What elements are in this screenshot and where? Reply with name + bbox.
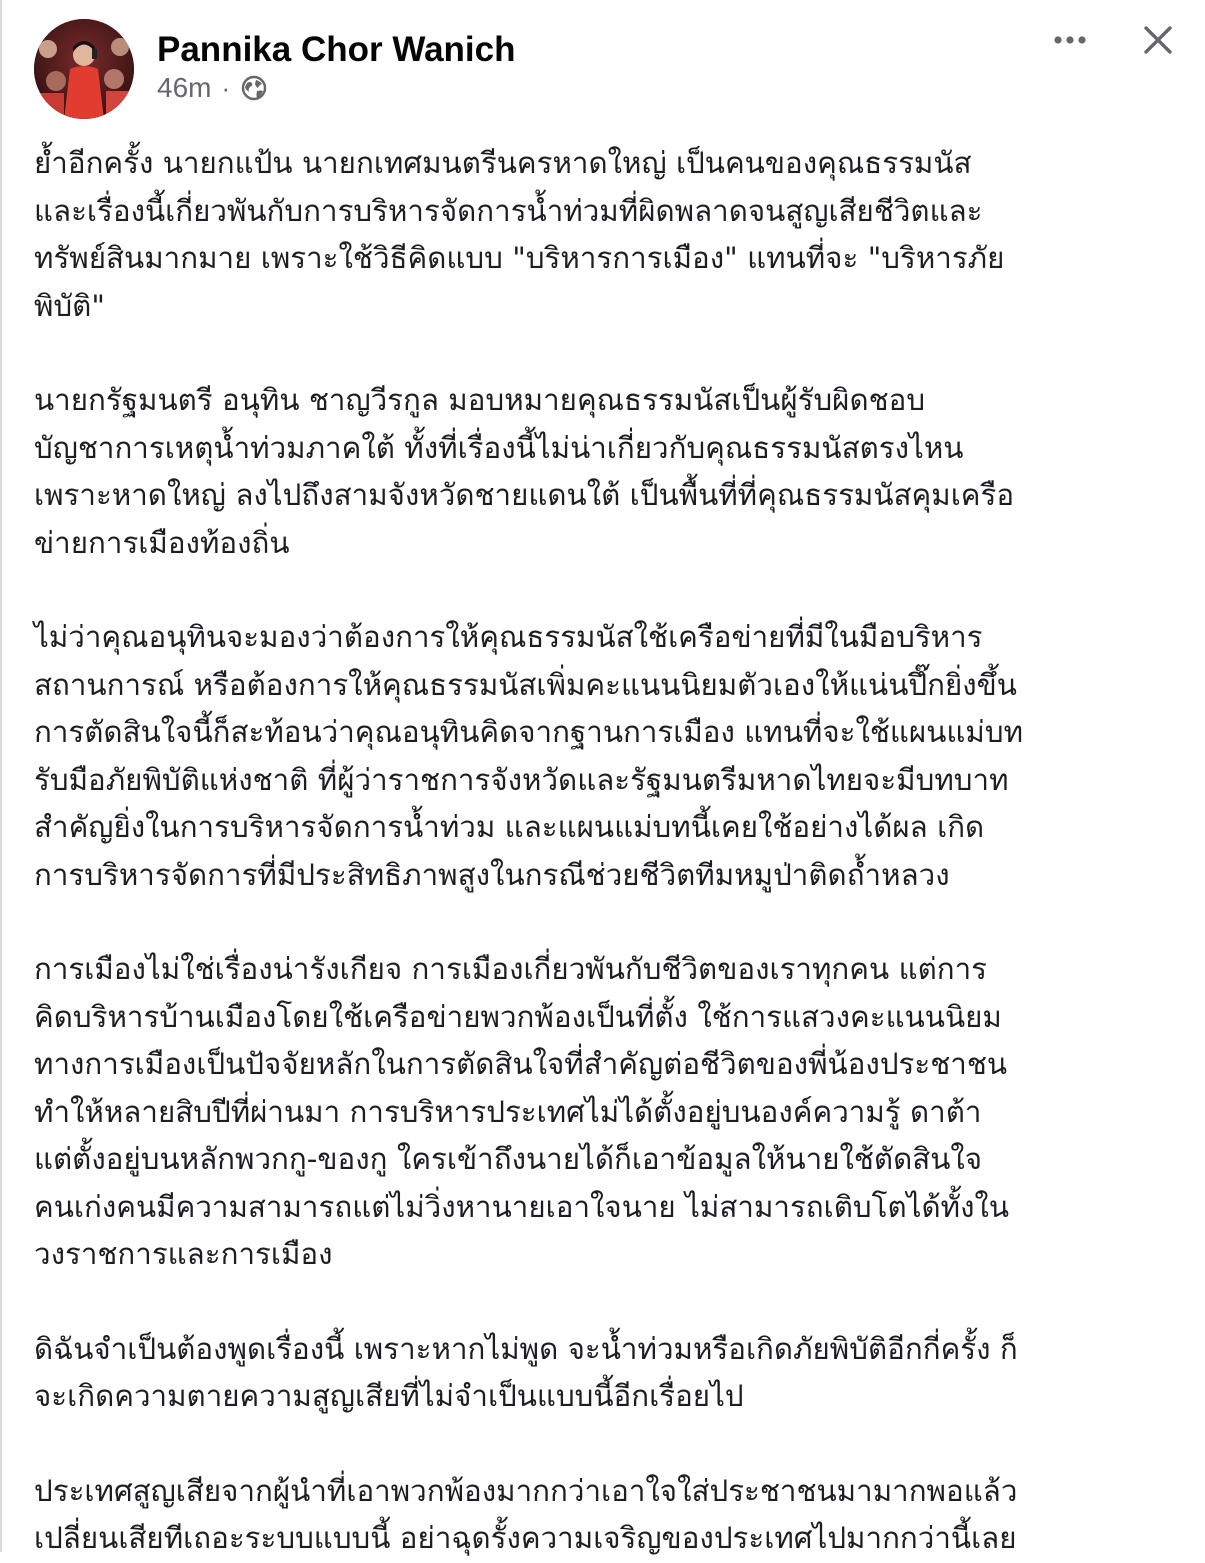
more-options-icon (1052, 35, 1088, 45)
post-paragraph: นายกรัฐมนตรี อนุทิน ชาญวีรกูล มอบหมายคุณธรรมนัสเป็นผู้รับผิดชอบ บัญชาการเหตุน้ำท่วมภาคใต้ ทั้งที่เรื่องนี้ไม่น่าเกี่ยวกับคุณธรรมนัสตรงไหน เพราะหาดใหญ่ ลงไปถึงสามจังหวัดชายแดนใต้ เป็นพื้นที่ที่คุณธรรมนัสคุมเครือ ข่ายการเมืองท้องถิ่น (34, 383, 1015, 560)
post-time[interactable]: 46m (157, 72, 212, 103)
close-icon (1143, 25, 1173, 55)
close-button[interactable] (1136, 18, 1180, 62)
post-meta (157, 70, 268, 106)
avatar[interactable] (34, 19, 134, 119)
post-paragraph: ดิฉันจำเป็นต้องพูดเรื่องนี้ เพราะหากไม่พูด จะน้ำท่วมหรือเกิดภัยพิบัติอีกกี่ครั้ง ก็ จะเกิดความตายความสูญเสียที่ไม่จำเป็นแบบนี้อีกเรื่อยไป (34, 1331, 1018, 1413)
more-options-button[interactable] (1048, 22, 1092, 58)
post-paragraph: การเมืองไม่ใช่เรื่องน่ารังเกียจ การเมืองเกี่ยวพันกับชีวิตของเราทุกคน แต่การ คิดบริหารบ้านเมืองโดยใช้เครือข่ายพวกพ้องเป็นที่ตั้ง ใช้การแสวงคะแนนนิยม ทางการเมืองเป็นปัจจัยหลักในการตัดสินใจที่สำคัญต่อชีวิตของพี่น้องประชาชน ทำให้หลายสิบปีที่ผ่านมา การบริหารประเทศไม่ได้ตั้งอยู่บนองค์ความรู้ ดาต้า แต่ตั้งอยู่บนหลักพวกกู-ของกู ใครเข้าถึงนายได้ก็เอาข้อมูลให้นายใช้ตัดสินใจ คนเก่งคนมีความสามารถแต่ไม่วิ่งหานายเอาใจนาย ไม่สามารถเติบโตได้ทั้งใน วงราชการและการเมือง (34, 952, 1010, 1271)
meta-separator: · (221, 72, 231, 103)
post-header (0, 0, 1205, 130)
globe-icon (240, 74, 268, 102)
post-paragraph: ประเทศสูญเสียจากผู้นำที่เอาพวกพ้องมากกว่าเอาใจใส่ประชาชนมามากพอแล้ว เปลี่ยนเสียทีเถอะระบบแบบนี้ อย่าฉุดรั้งความเจริญของประเทศไปมากกว่านี้เลย (34, 1473, 1018, 1555)
avatar-image (34, 19, 134, 119)
author-name[interactable]: Pannika Chor Wanich (157, 30, 516, 69)
panel-left-edge (0, 0, 2, 1552)
post-text (34, 140, 1184, 1563)
post-paragraph: ไม่ว่าคุณอนุทินจะมองว่าต้องการให้คุณธรรมนัสใช้เครือข่ายที่มีในมือบริหาร สถานการณ์ หรือต้องการให้คุณธรรมนัสเพิ่มคะแนนนิยมตัวเองให้แน่นปึ๊กยิ่งขึ้น การตัดสินใจนี้ก็สะท้อนว่าคุณอนุทินคิดจากฐานการเมือง แทนที่จะใช้แผนแม่บท รับมือภัยพิบัติแห่งชาติ ที่ผู้ว่าราชการจังหวัดและรัฐมนตรีมหาดไทยจะมีบทบาท สำคัญยิ่งในการบริหารจัดการน้ำท่วม และแผนแม่บทนี้เคยใช้อย่างได้ผล เกิด การบริหารจัดการที่มีประสิทธิภาพสูงในกรณีช่วยชีวิตทีมหมูป่าติดถ้ำหลวง (34, 620, 1024, 892)
post-paragraph: ย้ำอีกครั้ง นายกแป้น นายกเทศมนตรีนครหาดใหญ่ เป็นคนของคุณธรรมนัส และเรื่องนี้เกี่ยวพันกับการบริหารจัดการน้ำท่วมที่ผิดพลาดจนสูญเสียชีวิตและ ทรัพย์สินมากมาย เพราะใช้วิธีคิดแบบ "บริหารการเมือง" แทนที่จะ "บริหารภัย พิบัติ" (34, 146, 1005, 323)
